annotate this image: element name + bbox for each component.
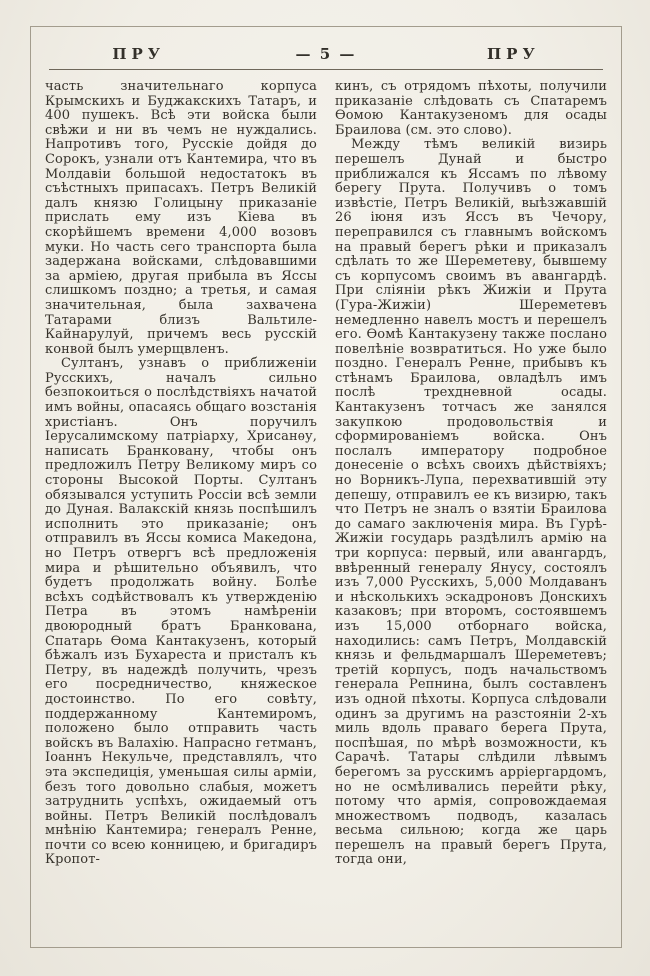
column-left — [45, 80, 317, 868]
paragraph: Султанъ, узнавъ о приближеніи Русскихъ, началъ сильно безпокоиться о послѣдствіяхъ начатой имъ войны, опасаясь общаго возстанія христіанъ. Онъ поручилъ Іерусалимскому патріарху, Хрисанѳу, написать Бранковану, чтобы онъ предложилъ Петру Великому миръ со стороны Высокой Порты. Султанъ обязывался уступить Россіи всѣ земли до Дуная. Валакскій князь поспѣшилъ исполнить это приказаніе; онъ отправилъ въ Яссы комиса Македона, но Петръ отвергъ всѣ предложенія мира и рѣшительно объявилъ, что будетъ продолжать войну. Болѣе всѣхъ содѣйствовалъ къ утвержденію Петра въ этомъ намѣреніи двоюродный братъ Бранкована, Спатарь Ѳома Кантакузенъ, который бѣжалъ изъ Бухареста и присталъ къ Петру, въ надеждѣ получить, чрезъ его посредничество, княжеское достоинство. По его совѣту, поддержанному Кантемиромъ, положено было отправить часть войскъ въ Валахію. Напрасно гетманъ, Іоаннъ Некульче, представлялъ, что эта экспедиція, уменьшая силы арміи, безъ того довольно слабыя, можетъ затруднить успѣхъ, ожидаемый отъ войны. Петръ Великій послѣдовалъ мнѣнію Кантемира; генералъ Ренне, почти со всею конницею, и бригадиръ Кропот- — [45, 356, 317, 868]
page-border — [30, 26, 622, 948]
paragraph: Между тѣмъ великій визирь перешелъ Дунай и быстро приближался къ Яссамъ по лѣвому берегу Прута. Получивъ о томъ извѣстіе, Петръ Великій, выѣзжавшій 26 іюня изъ Яссъ въ Чечору, переправился съ главнымъ войскомъ на правый берегъ рѣки и приказалъ сдѣлать то же Шереметеву, бывшему съ корпусомъ своимъ въ авангардѣ. При сліяніи рѣкъ Жижіи и Прута (Гура-Жижіи) Шереметевъ немедленно навелъ мостъ и перешелъ его. Ѳомѣ Кантакузену также послано повелѣніе возвратиться. Но уже было поздно. Генералъ Ренне, прибывъ къ стѣнамъ Браилова, овладѣлъ имъ послѣ трехдневной осады. Кантакузенъ тотчасъ же занялся закупкою продовольствія и сформированіемъ войска. Онъ послалъ императору подробное донесеніе о всѣхъ своихъ дѣйствіяхъ; но Ворникъ-Лупа, перехватившій эту депешу, отправилъ ее къ визирю, такъ что Петръ не зналъ о взятіи Браилова до самаго заключенія мира. Въ Гурѣ-Жижіи государь раздѣлилъ армію на три корпуса: первый, или авангардъ, ввѣренный генералу Янусу, состоялъ изъ 7,000 Русскихъ, 5,000 Молдаванъ и нѣсколькихъ эскадроновъ Донскихъ казаковъ; при второмъ, состоявшемъ изъ 15,000 отборнаго войска, находились: самъ Петръ, Молдавскій князь и фельдмаршалъ Шереметевъ; третій корпусъ, подъ начальствомъ генерала Репнина, былъ составленъ изъ одной пѣхоты. Корпуса слѣдовали одинъ за другимъ на разстояніи 2-хъ миль вдоль праваго берега Прута, поспѣшая, по мѣрѣ возможности, къ Сарачѣ. Татары слѣдили лѣвымъ берегомъ за русскимъ арріергардомъ, но не осмѣливались перейти рѣку, потому что армія, сопровождаемая множествомъ подводъ, казалась весьма сильною; когда же царь перешелъ на правый берегъ Прута, тогда они, — [335, 137, 607, 868]
header-rule — [49, 69, 603, 70]
page-header — [45, 37, 607, 69]
page-number: — 5 — — [295, 45, 357, 63]
paragraph: часть значительнаго корпуса Крымскихъ и Буджакскихъ Татаръ, и 400 пушекъ. Всѣ эти войска были свѣжи и ни въ чемъ не нуждались. Напротивъ того, Русскіе дойдя до Сорокъ, узнали отъ Кантемира, что въ Молдавіи большой недостатокъ въ съѣстныхъ припасахъ. Петръ Великій далъ князю Голицыну приказаніе прислать ему изъ Кіева въ скорѣйшемъ времени 4,000 возовъ муки. Но часть сего транспорта была задержана войсками, слѣдовавшими за арміею, другая прибыла въ Яссы слишкомъ поздно; а третья, и самая значительная, была захвачена Татарами близъ Вальтиле-Кайнарулуй, причемъ весь русскій конвой былъ умерщвленъ. — [45, 79, 317, 357]
text-columns — [45, 80, 607, 868]
column-right — [335, 80, 607, 868]
running-title-right: ПРУ — [487, 45, 540, 63]
running-title-left: ПРУ — [112, 45, 165, 63]
paragraph: кинъ, съ отрядомъ пѣхоты, получили приказаніе слѣдовать съ Спатаремъ Ѳомою Кантакузеномъ для осады Браилова (см. это слово). — [335, 79, 607, 138]
